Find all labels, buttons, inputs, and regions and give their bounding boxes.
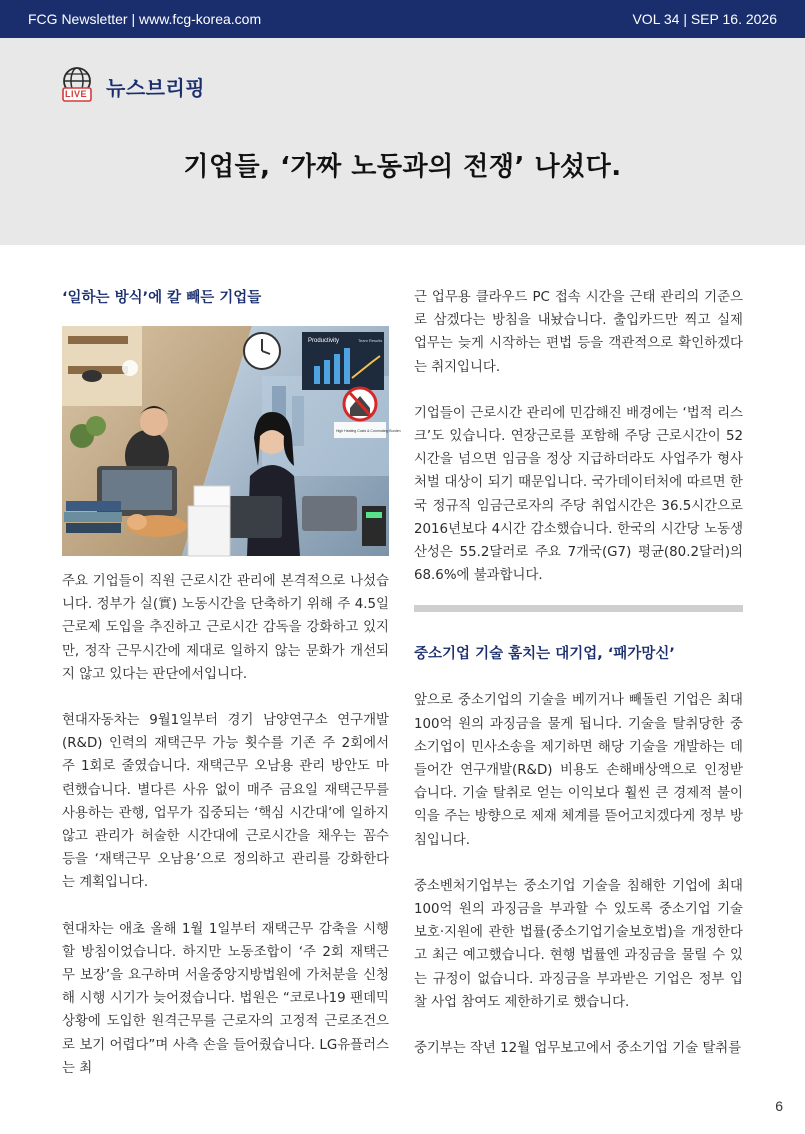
- article-paragraph: 중기부는 작년 12월 업무보고에서 중소기업 기술 탈취를: [414, 1041, 742, 1057]
- issue-volume-date: VOL 34 | SEP 16. 2026: [632, 11, 777, 27]
- hero-banner: [0, 38, 805, 245]
- section-title-work-style: ‘일하는 방식’에 칼 빼든 기업들: [62, 290, 262, 306]
- section-divider: [414, 605, 743, 612]
- newsletter-site-label: FCG Newsletter | www.fcg-korea.com: [28, 11, 262, 27]
- article-paragraph: 근 업무용 클라우드 PC 접속 시간을 근태 관리의 기준으로 삼겠다는 방침을 내놨습니다. 출입카드만 찍고 실제 업무는 늦게 시작하는 편법 등을 객관적으로 확인하겠다는 취지입니다.: [414, 290, 743, 375]
- photo-board-subtitle: Team Results: [358, 338, 383, 343]
- page-number: 6: [775, 1098, 783, 1114]
- photo-sign-caption: High Heating Costs & Commuting Burden: [336, 429, 401, 433]
- news-briefing-badge: [60, 66, 205, 106]
- photo-board-title: Productivity: [308, 338, 340, 344]
- article-paragraph: 앞으로 중소기업의 기술을 베끼거나 빼돌린 기업은 최대 100억 원의 과징금을 물게 됩니다. 기술을 탈취당한 중소기업이 민사소송을 제기하면 해당 기술을 개발하는 데 들어간 연구개발(R&D) 비용도 손해배상액으로 인정받습니다. 기술 탈취로 얻는 이익보다 훨씬 큰 경제적 불이익을 주는 방향으로 제재 체계를 뜯어고치겠다게 정부 방침입니다.: [414, 693, 743, 848]
- article-paragraph: 중소벤처기업부는 중소기업 기술을 침해한 기업에 최대 100억 원의 과징금을 부과할 수 있도록 중소기업 기술 보호·지원에 관한 법률(중소기업기술보호법)을 개정한다고 최근 예고했습니다. 현행 법률엔 과징금을 물릴 수 있는 규정이 없습니다. 과징금을 부과받은 기업은 정부 입찰 사업 참여도 제한하기로 했습니다.: [414, 878, 743, 1010]
- article-paragraph: 현대자동차는 9월1일부터 경기 남양연구소 연구개발(R&D) 인력의 재택근무 가능 횟수를 기존 주 2회에서 주 1회로 줄였습니다. 재택근무 오남용 관리 방안도 마련했습니다. 별다른 사유 없이 매주 금요일 재택근무를 사용하는 관행, 업무가 집중되는 ‘핵심 시간대’에 일하지 않고 관리가 허술한 시간대에 근로시간을 채우는 꼼수 등을 ‘재택근무 오남용’으로 정의하고 관리를 강화한다는 계획입니다.: [62, 713, 389, 891]
- newsletter-header-bar: [0, 0, 805, 38]
- section-title-tech-theft: 중소기업 기술 훔치는 대기업, ‘패가망신’: [414, 646, 675, 663]
- page-headline: 기업들, ‘가짜 노동과의 전쟁’ 나섰다.: [183, 152, 622, 182]
- article-photo: [62, 326, 401, 556]
- globe-live-icon: [60, 66, 94, 106]
- article-paragraph: 주요 기업들이 직원 근로시간 관리에 본격적으로 나섰습니다. 정부가 실(實) 노동시간을 단축하기 위해 주 4.5일 근로제 도입을 추진하고 근로시간 감독을 강화하고 있지만, 정작 근무시간에 제대로 일하지 않는 문화가 개선되지 않고 있다는 판단에서입니다.: [62, 574, 389, 682]
- article-paragraph: 현대차는 애초 올해 1월 1일부터 재택근무 감축을 시행할 방침이었습니다. 하지만 노동조합이 ‘주 2회 재택근무 보장’을 요구하며 서울중앙지방법원에 가처분을 신청해 시행 시기가 늦어졌습니다. 법원은 “코로나19 팬데믹 상황에 도입한 원격근무를 근로자의 고정적 근로조건으로 보기 어렵다”며 사측 손을 들어줬습니다. LG유플러스는 최: [62, 921, 389, 1076]
- right-column: [414, 286, 743, 1060]
- live-badge-text: LIVE: [65, 89, 88, 99]
- news-briefing-label: 뉴스브리핑: [106, 75, 206, 100]
- left-column: [62, 286, 401, 1080]
- article-paragraph: 기업들이 근로시간 관리에 민감해진 배경에는 ‘법적 리스크’도 있습니다. 연장근로를 포함해 주당 근로시간이 52시간을 넘으면 임금을 정상 지급하더라도 사업주가 형사처벌 대상이 되기 때문입니다. 국가데이터처에 따르면 한국 정규직 임금근로자의 주당 취업시간은 36.5시간으로 2016년보다 4시간 감소했습니다. 한국의 시간당 노동생산성은 55.2달러로 주요 7개국(G7) 평균(80.2달러)의 68.6%에 불과합니다.: [414, 405, 743, 584]
